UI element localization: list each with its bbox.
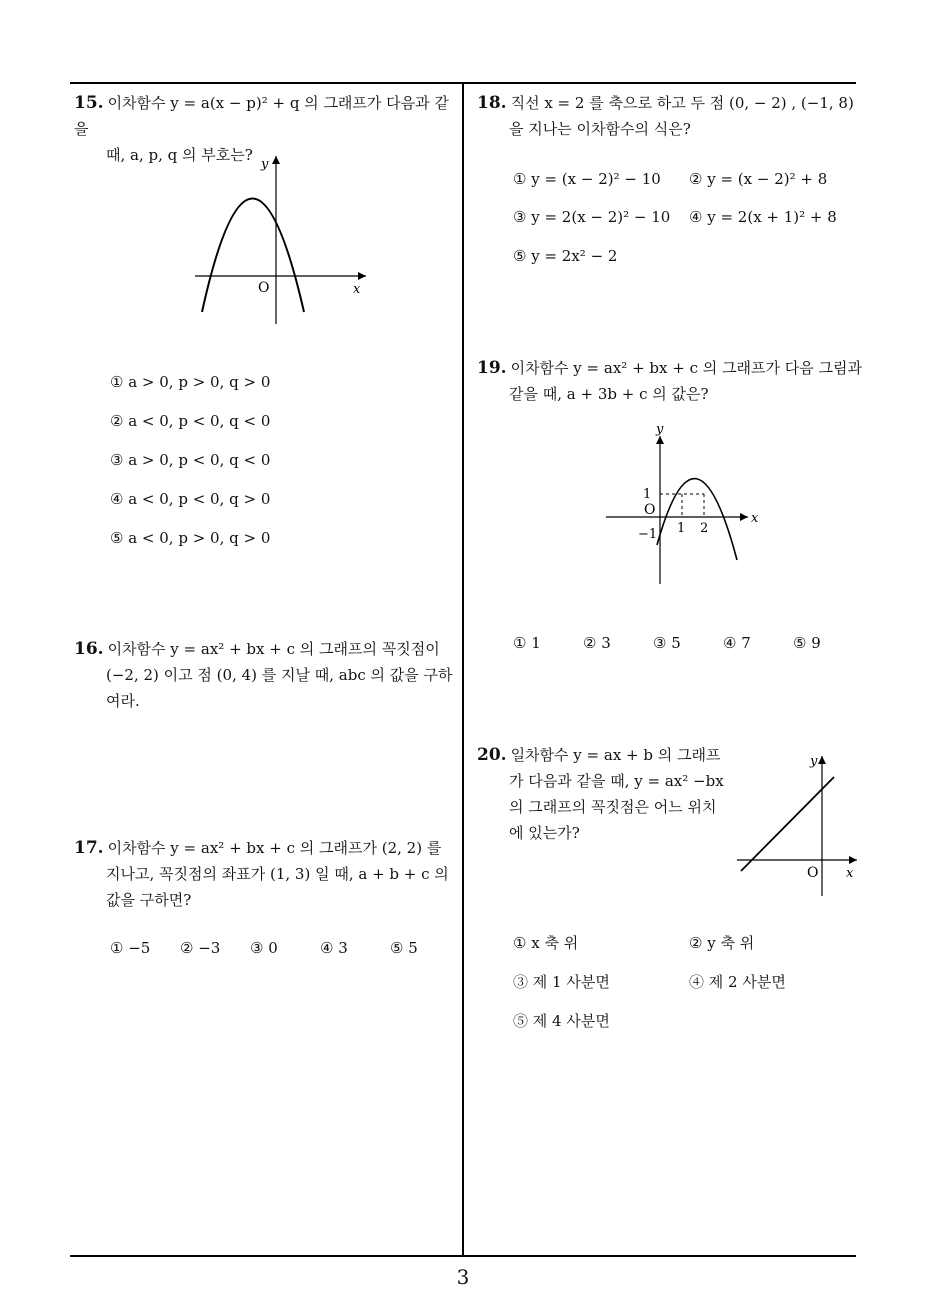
- q17-option-5[interactable]: ⑤ 5: [390, 939, 418, 957]
- q15-option-3[interactable]: ③ a > 0, p < 0, q < 0: [110, 451, 271, 469]
- question-number: 18.: [477, 93, 507, 113]
- q19-option-5[interactable]: ⑤ 9: [793, 634, 821, 652]
- question-20: [477, 742, 737, 846]
- q18-option-3[interactable]: ③ y = 2(x − 2)² − 10: [513, 208, 671, 226]
- question-number: 20.: [477, 745, 507, 765]
- q19-option-4[interactable]: ④ 7: [723, 634, 751, 652]
- question-stem: 지나고, 꼭짓점의 좌표가 (1, 3) 일 때, a + b + c 의: [106, 865, 449, 883]
- q15-option-2[interactable]: ② a < 0, p < 0, q < 0: [110, 412, 271, 430]
- question-number: 15.: [74, 93, 104, 113]
- question-stem: 직선 x = 2 를 축으로 하고 두 점 (0, − 2) , (−1, 8): [510, 94, 854, 112]
- q17-option-1[interactable]: ① −5: [110, 939, 151, 957]
- question-number: 17.: [74, 838, 104, 858]
- question-stem: 에 있는가?: [509, 824, 580, 842]
- q20-option-1[interactable]: ① x 축 위: [513, 934, 579, 952]
- question-stem: (−2, 2) 이고 점 (0, 4) 를 지날 때, abc 의 값을 구하: [106, 666, 453, 684]
- question-16: [74, 636, 460, 714]
- q19-option-3[interactable]: ③ 5: [653, 634, 681, 652]
- x-axis-label: x: [751, 511, 759, 526]
- q15-option-1[interactable]: ① a > 0, p > 0, q > 0: [110, 373, 271, 391]
- q15-option-5[interactable]: ⑤ a < 0, p > 0, q > 0: [110, 529, 271, 547]
- y-axis-label: y: [261, 157, 269, 172]
- y-axis-label: y: [810, 754, 818, 769]
- origin-label: O: [258, 280, 270, 296]
- q19-parabola-graph: [600, 420, 770, 590]
- tick-label-y1: 1: [643, 487, 652, 502]
- tick-label-x2: 2: [700, 521, 709, 536]
- q20-option-4[interactable]: ④ 제 2 사분면: [689, 973, 786, 991]
- q20-option-3[interactable]: ③ 제 1 사분면: [513, 973, 610, 991]
- question-stem: 가 다음과 같을 때, y = ax² −bx: [509, 772, 724, 790]
- question-stem: 의 그래프의 꼭짓점은 어느 위치: [509, 798, 717, 816]
- question-stem: 여라.: [106, 692, 140, 710]
- question-stem: 같을 때, a + 3b + c 의 값은?: [509, 385, 709, 403]
- question-stem: 이차함수 y = ax² + bx + c 의 그래프가 다음 그림과: [510, 359, 862, 377]
- page-number: 3: [456, 1265, 470, 1289]
- q20-line-graph: [735, 750, 865, 900]
- question-stem: 일차함수 y = ax + b 의 그래프: [510, 746, 721, 764]
- q17-option-2[interactable]: ② −3: [180, 939, 221, 957]
- y-axis-label: y: [656, 422, 664, 437]
- question-19: [477, 355, 867, 407]
- origin-label: O: [644, 502, 656, 518]
- question-stem: 이차함수 y = ax² + bx + c 의 그래프가 (2, 2) 를: [107, 839, 442, 857]
- x-axis-label: x: [846, 866, 854, 881]
- q19-option-2[interactable]: ② 3: [583, 634, 611, 652]
- question-18: [477, 90, 867, 142]
- x-axis-label: x: [353, 282, 361, 297]
- tick-label-x1: 1: [677, 521, 686, 536]
- column-divider: [462, 82, 464, 1257]
- tick-label-y-minus1: −1: [638, 527, 658, 542]
- question-stem: 이차함수 y = a(x − p)² + q 의 그래프가 다음과 같을: [74, 94, 449, 138]
- question-stem: 이차함수 y = ax² + bx + c 의 그래프의 꼭짓점이: [107, 640, 440, 658]
- q17-option-3[interactable]: ③ 0: [250, 939, 278, 957]
- q15-parabola-graph: [190, 150, 380, 330]
- question-number: 19.: [477, 358, 507, 378]
- origin-label: O: [807, 865, 819, 881]
- q18-option-2[interactable]: ② y = (x − 2)² + 8: [689, 170, 828, 188]
- question-17: [74, 835, 460, 913]
- q19-option-1[interactable]: ① 1: [513, 634, 541, 652]
- question-stem: 을 지나는 이차함수의 식은?: [509, 120, 691, 138]
- q17-option-4[interactable]: ④ 3: [320, 939, 348, 957]
- q20-option-2[interactable]: ② y 축 위: [689, 934, 755, 952]
- question-stem: 값을 구하면?: [106, 891, 192, 909]
- q20-option-5[interactable]: ⑤ 제 4 사분면: [513, 1012, 610, 1030]
- question-number: 16.: [74, 639, 104, 659]
- q15-option-4[interactable]: ④ a < 0, p < 0, q > 0: [110, 490, 271, 508]
- question-stem: 때, a, p, q 의 부호는?: [106, 146, 253, 164]
- q18-option-1[interactable]: ① y = (x − 2)² − 10: [513, 170, 661, 188]
- q18-option-5[interactable]: ⑤ y = 2x² − 2: [513, 247, 618, 265]
- q18-option-4[interactable]: ④ y = 2(x + 1)² + 8: [689, 208, 837, 226]
